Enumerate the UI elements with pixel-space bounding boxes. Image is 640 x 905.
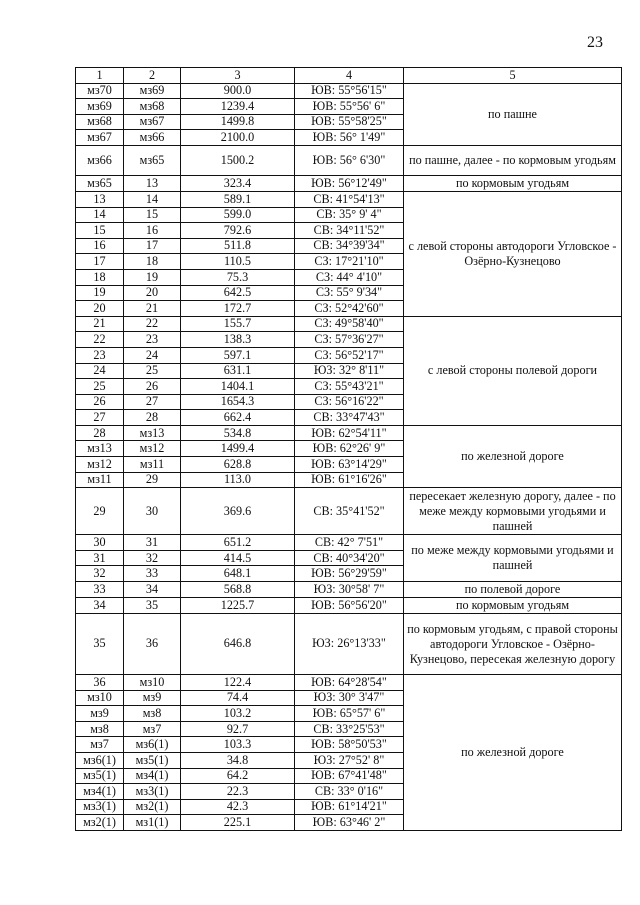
cell-from: 36 — [76, 675, 124, 691]
cell-from: мз66 — [76, 145, 124, 175]
cell-to: 19 — [124, 269, 181, 285]
cell-dist: 646.8 — [181, 614, 295, 675]
cell-description: по железной дороге — [404, 425, 622, 487]
cell-to: мз69 — [124, 83, 181, 99]
cell-description: по меже между кормовыми угодьями и пашней — [404, 535, 622, 582]
cell-dist: 511.8 — [181, 238, 295, 254]
table-row — [76, 145, 622, 175]
cell-bearing: СЗ: 44° 4'10" — [295, 269, 404, 285]
cell-bearing: СВ: 35°41'52" — [295, 488, 404, 535]
header-cell-1: 1 — [76, 68, 124, 84]
cell-dist: 122.4 — [181, 675, 295, 691]
cell-bearing: ЮВ: 61°14'21" — [295, 799, 404, 815]
cell-to: мз9 — [124, 690, 181, 706]
cell-to: мз67 — [124, 114, 181, 130]
cell-bearing: СВ: 34°11'52" — [295, 223, 404, 239]
cell-bearing: ЮВ: 56°12'49" — [295, 175, 404, 191]
cell-to: мз2(1) — [124, 799, 181, 815]
cell-from: 28 — [76, 425, 124, 441]
cell-to: 20 — [124, 285, 181, 301]
header-cell-4: 4 — [295, 68, 404, 84]
cell-to: 21 — [124, 301, 181, 317]
cell-bearing: СЗ: 56°52'17" — [295, 347, 404, 363]
cell-bearing: ЮЗ: 26°13'33" — [295, 614, 404, 675]
cell-dist: 22.3 — [181, 784, 295, 800]
cell-dist: 155.7 — [181, 316, 295, 332]
cell-from: мз11 — [76, 472, 124, 488]
cell-dist: 1404.1 — [181, 379, 295, 395]
table-row — [76, 614, 622, 675]
cell-dist: 1225.7 — [181, 598, 295, 614]
table-row — [76, 488, 622, 535]
cell-dist: 110.5 — [181, 254, 295, 270]
cell-to: 27 — [124, 394, 181, 410]
cell-to: мз7 — [124, 721, 181, 737]
cell-bearing: СВ: 40°34'20" — [295, 550, 404, 566]
cell-to: мз65 — [124, 145, 181, 175]
cell-description: по кормовым угодьям, с правой стороны автодороги Угловское - Озёрно-Кузнецово, пересекая железную дорогу — [404, 614, 622, 675]
cell-bearing: ЮВ: 63°46' 2" — [295, 815, 404, 831]
cell-from: 33 — [76, 582, 124, 598]
table-row — [76, 675, 622, 691]
cell-to: 29 — [124, 472, 181, 488]
cell-from: мз65 — [76, 175, 124, 191]
cell-bearing: ЮВ: 56°56'20" — [295, 598, 404, 614]
cell-to: 25 — [124, 363, 181, 379]
cell-bearing: ЮВ: 65°57' 6" — [295, 706, 404, 722]
cell-dist: 651.2 — [181, 535, 295, 551]
cell-dist: 599.0 — [181, 207, 295, 223]
cell-from: 25 — [76, 379, 124, 395]
cell-from: 18 — [76, 269, 124, 285]
cell-dist: 369.6 — [181, 488, 295, 535]
header-cell-5: 5 — [404, 68, 622, 84]
cell-to: мз68 — [124, 99, 181, 115]
cell-dist: 138.3 — [181, 332, 295, 348]
cell-dist: 1499.8 — [181, 114, 295, 130]
cell-bearing: ЮВ: 56°29'59" — [295, 566, 404, 582]
table-row — [76, 175, 622, 191]
cell-dist: 568.8 — [181, 582, 295, 598]
header-cell-3: 3 — [181, 68, 295, 84]
table-row — [76, 191, 622, 207]
cell-from: мз69 — [76, 99, 124, 115]
cell-dist: 662.4 — [181, 410, 295, 426]
cell-dist: 1239.4 — [181, 99, 295, 115]
cell-from: 19 — [76, 285, 124, 301]
cell-dist: 414.5 — [181, 550, 295, 566]
cell-dist: 64.2 — [181, 768, 295, 784]
header-cell-2: 2 — [124, 68, 181, 84]
cell-from: 21 — [76, 316, 124, 332]
table-row — [76, 83, 622, 99]
cell-bearing: ЮВ: 62°54'11" — [295, 425, 404, 441]
cell-to: мз10 — [124, 675, 181, 691]
cell-bearing: СВ: 33°47'43" — [295, 410, 404, 426]
cell-dist: 1654.3 — [181, 394, 295, 410]
cell-to: 34 — [124, 582, 181, 598]
cell-dist: 92.7 — [181, 721, 295, 737]
cell-bearing: СВ: 35° 9' 4" — [295, 207, 404, 223]
cell-dist: 900.0 — [181, 83, 295, 99]
cell-dist: 74.4 — [181, 690, 295, 706]
cell-from: 23 — [76, 347, 124, 363]
cell-description: по кормовым угодьям — [404, 598, 622, 614]
cell-description: с левой стороны автодороги Угловское - Озёрно-Кузнецово — [404, 191, 622, 316]
cell-bearing: СВ: 33°25'53" — [295, 721, 404, 737]
cell-bearing: ЮВ: 56° 1'49" — [295, 130, 404, 146]
cell-from: 17 — [76, 254, 124, 270]
cell-dist: 113.0 — [181, 472, 295, 488]
cell-dist: 103.3 — [181, 737, 295, 753]
cell-to: мз12 — [124, 441, 181, 457]
cell-to: мз1(1) — [124, 815, 181, 831]
cell-from: мз9 — [76, 706, 124, 722]
cell-from: 13 — [76, 191, 124, 207]
cell-to: 36 — [124, 614, 181, 675]
cell-from: 31 — [76, 550, 124, 566]
cell-from: мз10 — [76, 690, 124, 706]
cell-bearing: СВ: 41°54'13" — [295, 191, 404, 207]
cell-bearing: СЗ: 57°36'27" — [295, 332, 404, 348]
cell-from: мз68 — [76, 114, 124, 130]
cell-description: по пашне, далее - по кормовым угодьям — [404, 145, 622, 175]
cell-to: мз11 — [124, 457, 181, 473]
cell-bearing: СЗ: 56°16'22" — [295, 394, 404, 410]
table-row — [76, 582, 622, 598]
cell-dist: 1499.4 — [181, 441, 295, 457]
cell-dist: 34.8 — [181, 753, 295, 769]
table-row — [76, 425, 622, 441]
cell-from: мз13 — [76, 441, 124, 457]
table-row — [76, 598, 622, 614]
cell-from: мз67 — [76, 130, 124, 146]
cell-to: мз4(1) — [124, 768, 181, 784]
cell-to: мз6(1) — [124, 737, 181, 753]
cell-dist: 648.1 — [181, 566, 295, 582]
cell-bearing: СЗ: 49°58'40" — [295, 316, 404, 332]
cell-description: по пашне — [404, 83, 622, 145]
cell-bearing: ЮЗ: 27°52' 8" — [295, 753, 404, 769]
cell-from: 15 — [76, 223, 124, 239]
cell-dist: 225.1 — [181, 815, 295, 831]
cell-to: 22 — [124, 316, 181, 332]
cell-to: мз8 — [124, 706, 181, 722]
header-row — [76, 68, 622, 84]
cell-from: мз6(1) — [76, 753, 124, 769]
boundary-table — [75, 67, 622, 831]
cell-to: 17 — [124, 238, 181, 254]
cell-to: 28 — [124, 410, 181, 426]
cell-dist: 1500.2 — [181, 145, 295, 175]
cell-dist: 534.8 — [181, 425, 295, 441]
cell-to: 24 — [124, 347, 181, 363]
cell-dist: 589.1 — [181, 191, 295, 207]
cell-dist: 172.7 — [181, 301, 295, 317]
table-row — [76, 535, 622, 551]
cell-bearing: ЮВ: 55°58'25" — [295, 114, 404, 130]
cell-dist: 323.4 — [181, 175, 295, 191]
cell-from: 26 — [76, 394, 124, 410]
cell-from: мз5(1) — [76, 768, 124, 784]
cell-from: 30 — [76, 535, 124, 551]
cell-bearing: СВ: 34°39'34" — [295, 238, 404, 254]
cell-dist: 75.3 — [181, 269, 295, 285]
cell-to: 33 — [124, 566, 181, 582]
cell-from: мз12 — [76, 457, 124, 473]
cell-to: 35 — [124, 598, 181, 614]
cell-bearing: ЮВ: 63°14'29" — [295, 457, 404, 473]
cell-bearing: ЮВ: 64°28'54" — [295, 675, 404, 691]
cell-from: мз4(1) — [76, 784, 124, 800]
cell-bearing: ЮЗ: 32° 8'11" — [295, 363, 404, 379]
cell-description: с левой стороны полевой дороги — [404, 316, 622, 425]
cell-from: мз8 — [76, 721, 124, 737]
cell-from: мз3(1) — [76, 799, 124, 815]
cell-from: 35 — [76, 614, 124, 675]
cell-to: 30 — [124, 488, 181, 535]
cell-dist: 792.6 — [181, 223, 295, 239]
cell-dist: 628.8 — [181, 457, 295, 473]
cell-to: 31 — [124, 535, 181, 551]
cell-from: 14 — [76, 207, 124, 223]
cell-bearing: ЮЗ: 30°58' 7" — [295, 582, 404, 598]
cell-bearing: ЮВ: 67°41'48" — [295, 768, 404, 784]
cell-to: 15 — [124, 207, 181, 223]
cell-to: 26 — [124, 379, 181, 395]
cell-from: 24 — [76, 363, 124, 379]
cell-bearing: ЮВ: 58°50'53" — [295, 737, 404, 753]
cell-dist: 642.5 — [181, 285, 295, 301]
table-row — [76, 316, 622, 332]
cell-bearing: СЗ: 52°42'60" — [295, 301, 404, 317]
cell-from: 20 — [76, 301, 124, 317]
cell-to: 23 — [124, 332, 181, 348]
cell-description: по железной дороге — [404, 675, 622, 831]
cell-from: 27 — [76, 410, 124, 426]
cell-bearing: ЮВ: 55°56'15" — [295, 83, 404, 99]
cell-to: мз66 — [124, 130, 181, 146]
cell-bearing: СЗ: 55°43'21" — [295, 379, 404, 395]
cell-dist: 2100.0 — [181, 130, 295, 146]
cell-bearing: ЮВ: 62°26' 9" — [295, 441, 404, 457]
page-number: 23 — [587, 34, 603, 51]
cell-from: мз2(1) — [76, 815, 124, 831]
cell-from: мз70 — [76, 83, 124, 99]
cell-from: мз7 — [76, 737, 124, 753]
cell-to: мз13 — [124, 425, 181, 441]
cell-to: мз3(1) — [124, 784, 181, 800]
cell-bearing: СВ: 33° 0'16" — [295, 784, 404, 800]
cell-bearing: СЗ: 55° 9'34" — [295, 285, 404, 301]
cell-from: 32 — [76, 566, 124, 582]
cell-to: 13 — [124, 175, 181, 191]
cell-description: по кормовым угодьям — [404, 175, 622, 191]
cell-from: 16 — [76, 238, 124, 254]
cell-bearing: ЮЗ: 30° 3'47" — [295, 690, 404, 706]
cell-to: 18 — [124, 254, 181, 270]
cell-bearing: ЮВ: 56° 6'30" — [295, 145, 404, 175]
cell-bearing: СВ: 42° 7'51" — [295, 535, 404, 551]
cell-from: 29 — [76, 488, 124, 535]
cell-bearing: ЮВ: 61°16'26" — [295, 472, 404, 488]
cell-from: 34 — [76, 598, 124, 614]
cell-bearing: СЗ: 17°21'10" — [295, 254, 404, 270]
cell-description: пересекает железную дорогу, далее - по меже между кормовыми угодьями и пашней — [404, 488, 622, 535]
cell-to: 32 — [124, 550, 181, 566]
cell-dist: 597.1 — [181, 347, 295, 363]
cell-to: 16 — [124, 223, 181, 239]
cell-description: по полевой дороге — [404, 582, 622, 598]
cell-to: 14 — [124, 191, 181, 207]
cell-bearing: ЮВ: 55°56' 6" — [295, 99, 404, 115]
cell-dist: 103.2 — [181, 706, 295, 722]
cell-dist: 631.1 — [181, 363, 295, 379]
cell-to: мз5(1) — [124, 753, 181, 769]
cell-dist: 42.3 — [181, 799, 295, 815]
cell-from: 22 — [76, 332, 124, 348]
table-body — [76, 83, 622, 830]
